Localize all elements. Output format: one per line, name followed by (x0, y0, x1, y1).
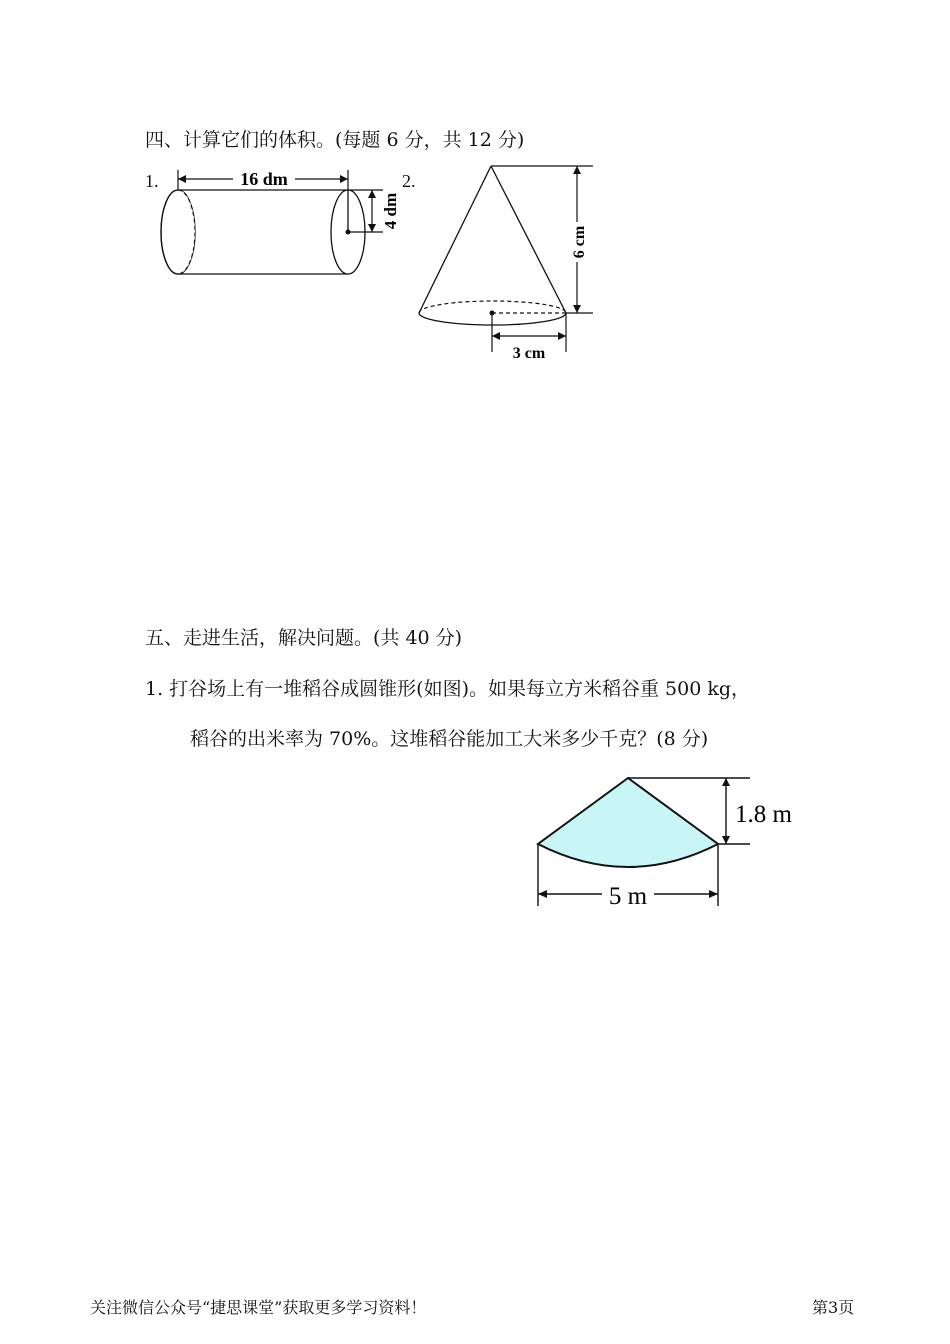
radius-arrow-right (558, 332, 566, 340)
pile-width-label: 5 m (608, 883, 648, 910)
cone-right-side (491, 166, 566, 313)
cylinder-left-face-visible (161, 190, 178, 274)
cone-left-side (419, 166, 491, 313)
cone-figure (415, 160, 615, 360)
footer-note: 关注微信公众号“捷思课堂”获取更多学习资料！ (90, 1298, 427, 1317)
cylinder-left-face-hidden (178, 190, 195, 274)
problem1-number: 1. (145, 171, 159, 191)
rice-pile-figure (530, 770, 810, 910)
pile-width-arrow-left (538, 890, 547, 898)
cone-radius-label: 3 cm (512, 345, 546, 362)
cone-height-label: 6 cm (571, 225, 588, 259)
arrowhead-right (340, 175, 348, 183)
height-arrow-bottom (573, 305, 581, 313)
page-number: 第3页 (812, 1298, 855, 1317)
cylinder-length-label: 16 dm (240, 169, 288, 189)
radius-arrow-left (492, 332, 500, 340)
pile-height-arrow-bottom (722, 836, 730, 844)
section5-problem1-line1: 1. 打谷场上有一堆稻谷成圆锥形(如图)。如果每立方米稻谷重 500 kg， (145, 678, 751, 700)
pile-height-label: 1.8 m (735, 801, 792, 828)
pile-height-arrow-top (722, 778, 730, 786)
radius-arrow-bottom (368, 224, 376, 232)
arrowhead-left (178, 175, 186, 183)
cylinder-radius-label: 4 dm (381, 192, 400, 230)
section5-heading: 五、走进生活，解决问题。(共 40 分) (145, 627, 463, 649)
height-arrow-top (573, 166, 581, 174)
section4-heading: 四、计算它们的体积。(每题 6 分，共 12 分) (145, 129, 525, 151)
problem2-number: 2. (402, 171, 416, 191)
rice-pile-shape (538, 778, 718, 867)
pile-width-arrow-right (709, 890, 718, 898)
section5-problem1-line2: 稻谷的出米率为 70%。这堆稻谷能加工大米多少千克？(8 分) (190, 728, 709, 750)
radius-arrow-top (368, 190, 376, 198)
cylinder-figure (155, 165, 415, 275)
